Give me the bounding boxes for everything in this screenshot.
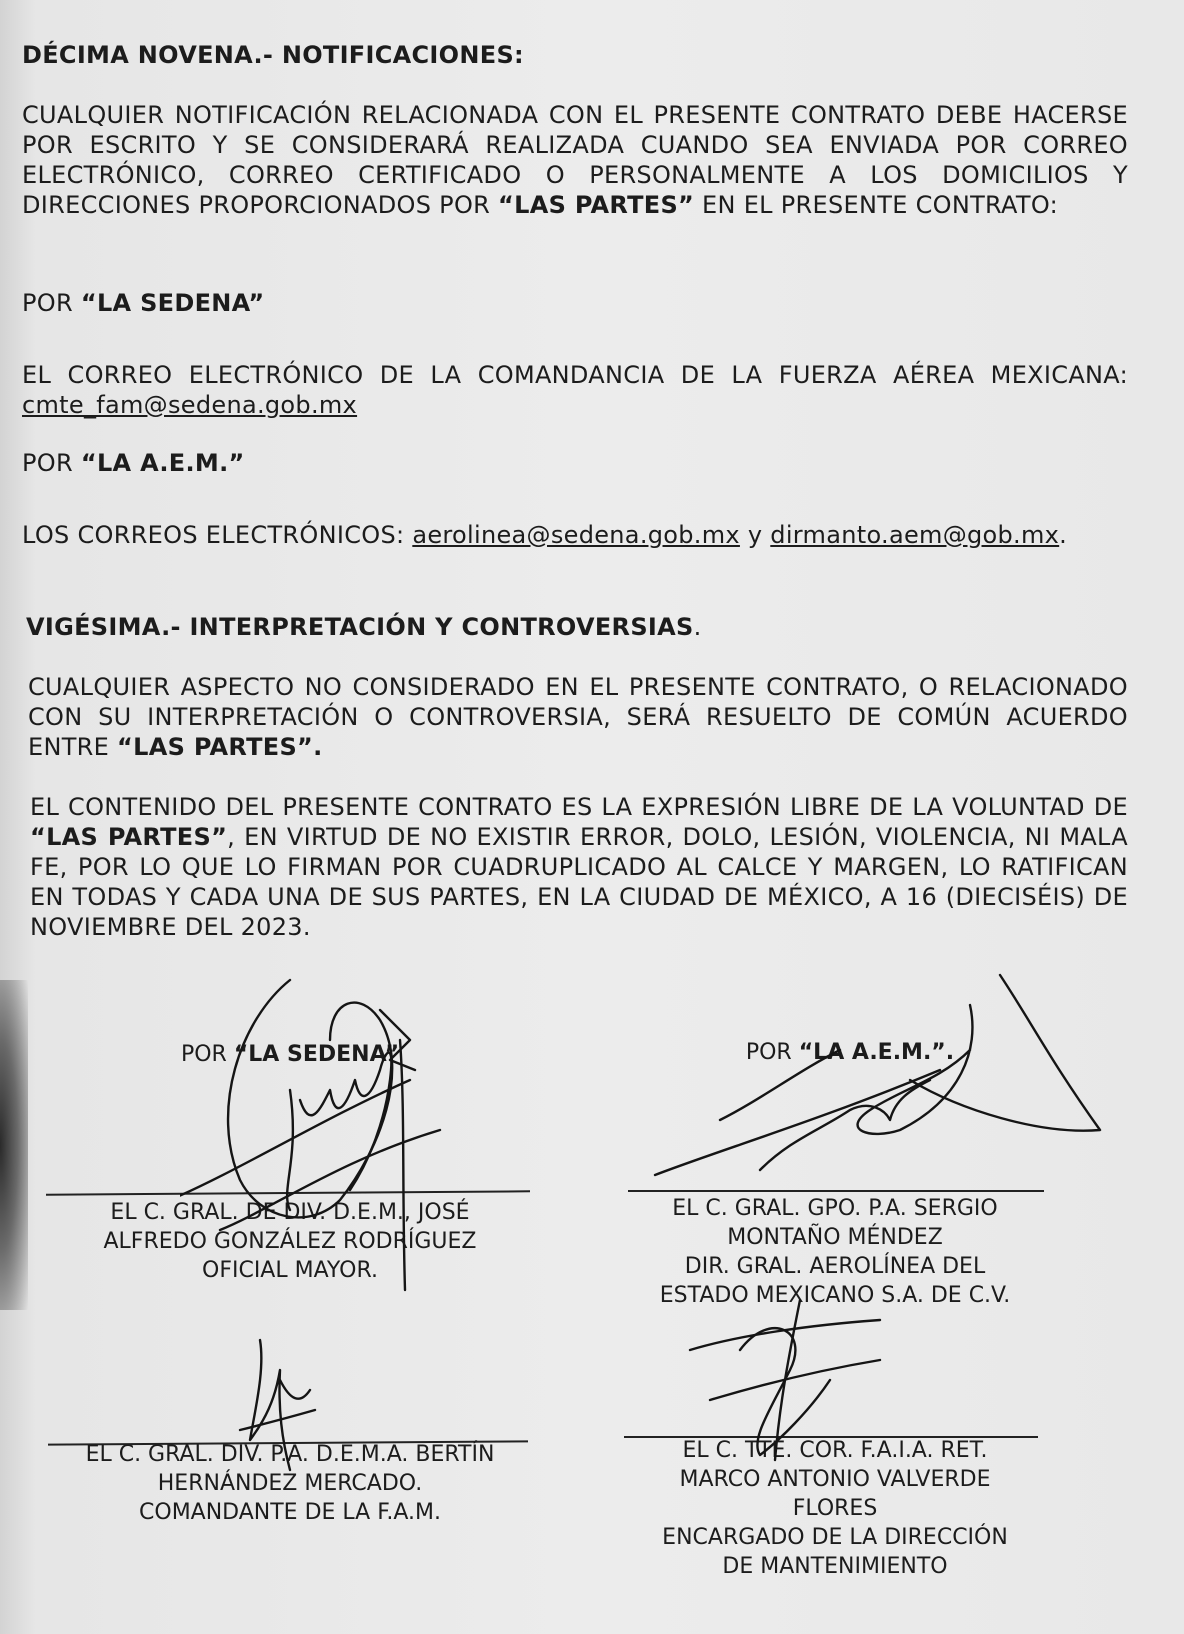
signer-line: COMANDANTE DE LA F.A.M. [139,1500,441,1525]
por-aem-label [22,448,1128,478]
signer-line: ENCARGADO DE LA DIRECCIÓN [662,1525,1008,1550]
signer-line: DIR. GRAL. AEROLÍNEA DEL [684,1254,986,1279]
signature-comandante-fam [220,1330,340,1490]
aem-email-conjunction: y [739,521,771,549]
por-prefix: POR [22,449,81,477]
signer-line: EL C. GRAL. GPO. P.A. SERGIO [672,1196,998,1221]
aem-name: “LA A.E.M.” [80,449,245,477]
aem-email-link-2[interactable]: dirmanto.aem@gob.mx [770,521,1060,549]
aem-email-paragraph [22,520,1128,550]
clause-20-p1-text: CUALQUIER ASPECTO NO CONSIDERADO EN EL PRESENTE CONTRATO, O RELACIONADO CON SU INTERPRETACIÓN O CONTROVERSIA, SERÁ RESUELTO DE COMÚN ACUERDO ENTRE [28,673,1128,761]
clause-20-p2-text: EL CONTENIDO DEL PRESENTE CONTRATO ES LA EXPRESIÓN LIBRE DE LA VOLUNTAD DE [30,793,1128,821]
clause-19-heading: DÉCIMA NOVENA.- NOTIFICACIONES: [22,41,524,69]
sedena-name: “LA SEDENA” [233,1042,400,1067]
signature-aem-director [640,960,1160,1260]
clause-20-heading-end: . [693,613,702,641]
signer-line: HERNÁNDEZ MERCADO. [157,1471,423,1496]
por-prefix: POR [22,289,81,317]
por-prefix: POR [180,1042,234,1067]
clause-20-paragraph-2 [30,792,1128,942]
signer-line: FLORES [792,1496,878,1521]
clause-19-body [22,100,1128,220]
las-partes-label: “LAS PARTES” [30,823,228,851]
aem-email-text: LOS CORREOS ELECTRÓNICOS: [22,521,413,549]
signer-line: MARCO ANTONIO VALVERDE [679,1467,991,1492]
signer-line: MONTAÑO MÉNDEZ [727,1225,943,1250]
aem-email-end: . [1059,521,1068,549]
clause-20-p2-text-end: , EN VIRTUD DE NO EXISTIR ERROR, DOLO, LESIÓN, VIOLENCIA, NI MALA FE, POR LO QUE LO FIRMAN POR CUADRUPLICADO AL CALCE Y MARGEN, LO RATIFICAN EN TODAS Y CADA UNA DE SUS PARTES, EN LA CIUDAD DE MÉXICO, A 16 (DIECISÉIS) DE NOVIEMBRE DEL 2023. [30,823,1128,941]
clause-20-heading [26,612,1132,642]
por-sedena-label [22,288,1128,318]
sedena-email-link[interactable]: cmte_fam@sedena.gob.mx [22,391,358,419]
signer-line: ALFREDO GONZÁLEZ RODRÍGUEZ [103,1229,477,1254]
sedena-email-paragraph [22,360,1128,420]
las-partes-label: “LAS PARTES” [498,191,695,219]
por-prefix: POR [745,1040,799,1065]
las-partes-label: “LAS PARTES”. [117,733,323,761]
signer-line: DE MANTENIMIENTO [722,1554,948,1579]
clause-19-text-end: EN EL PRESENTE CONTRATO: [694,191,1059,219]
sedena-name: “LA SEDENA” [80,289,265,317]
signer-line: OFICIAL MAYOR. [202,1258,378,1283]
signer-line: EL C. GRAL. DE DIV. D.E.M., JOSÉ [110,1200,470,1225]
signer-line: EL C. TTE. COR. F.A.I.A. RET. [682,1438,988,1463]
signature-sedena-oficial-mayor [180,960,480,1320]
signature-mantenimiento [680,1290,900,1470]
signer-line: EL C. GRAL. DIV. P.A. D.E.M.A. BERTÍN [85,1442,495,1467]
clause-20-paragraph-1 [28,672,1128,762]
clause-19-text: CUALQUIER NOTIFICACIÓN RELACIONADA CON EL PRESENTE CONTRATO DEBE HACERSE POR ESCRITO Y SE CONSIDERARÁ REALIZADA CUANDO SEA ENVIADA POR CORREO ELECTRÓNICO, CORREO CERTIFICADO O PERSONALMENTE A LOS DOMICILIOS Y DIRECCIONES PROPORCIONADOS POR [22,101,1128,219]
page-edge-shadow [0,980,28,1310]
sedena-email-text: EL CORREO ELECTRÓNICO DE LA COMANDANCIA DE LA FUERZA AÉREA MEXICANA: [22,361,1128,389]
signer-line: ESTADO MEXICANO S.A. DE C.V. [659,1283,1011,1308]
aem-name: “LA A.E.M.”. [798,1040,955,1065]
clause-20-heading-text: VIGÉSIMA.- INTERPRETACIÓN Y CONTROVERSIAS [26,613,694,641]
aem-email-link-1[interactable]: aerolinea@sedena.gob.mx [412,521,740,549]
